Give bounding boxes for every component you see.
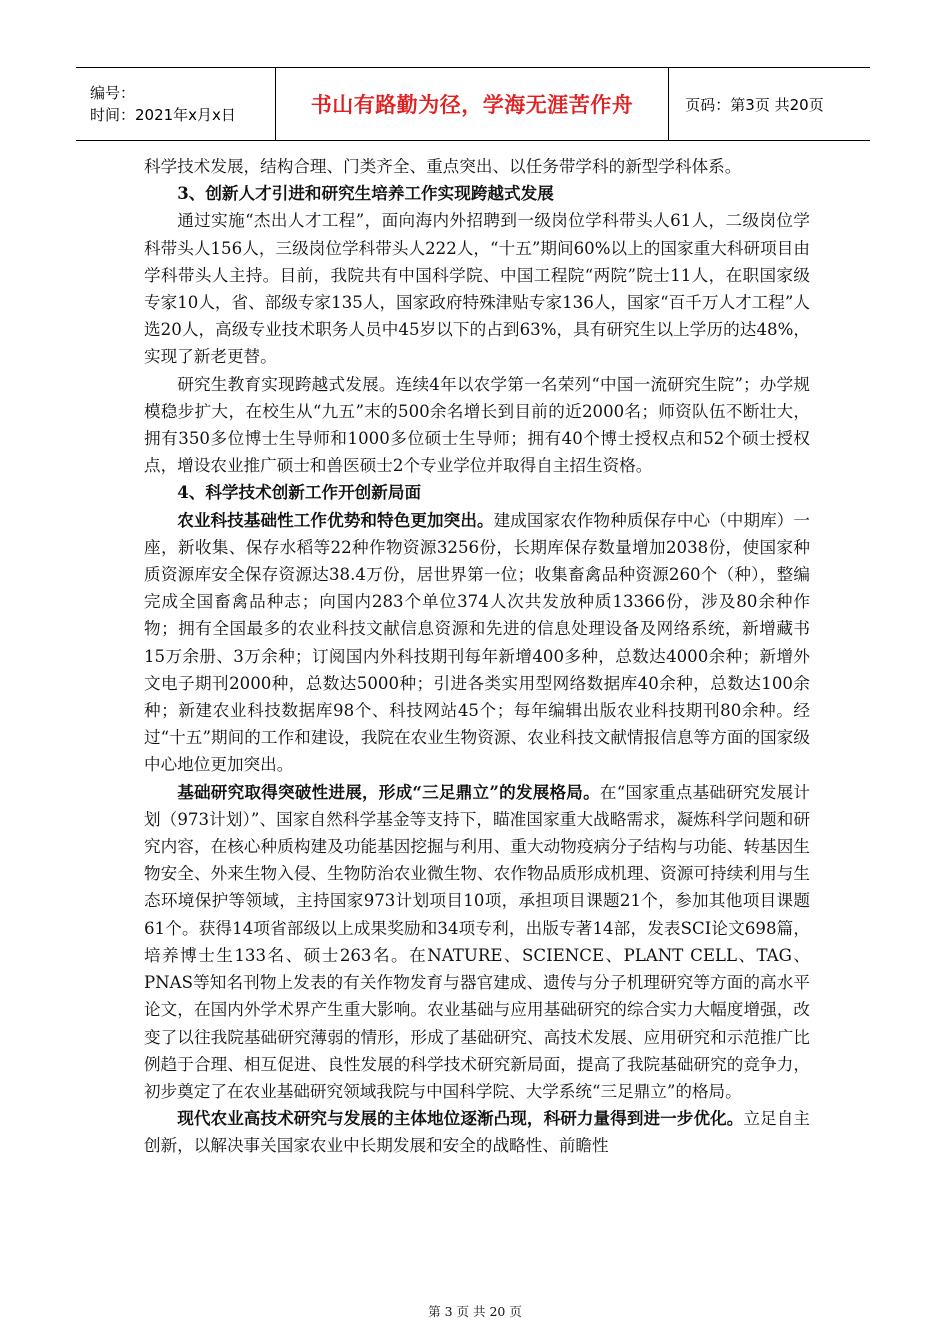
section-heading-3: 3、创新人才引进和研究生培养工作实现跨越式发展 <box>177 183 554 204</box>
paragraph-talent: 通过实施“杰出人才工程”，面向海内外招聘到一级岗位学科带头人61人，二级岗位学科带头人156人，三级岗位学科带头人222人，“十五”期间60%以上的国家重大科研项目由学科带头人主持。目前，我院共有中国科学院、中国工程院“两院”院士11人，在职国家级专家10人，省、部级专家135人，国家政府特殊津贴专家136人，国家“百千万人才工程”人选20人，高级专业技术职务人员中45岁以下的占到63%，具有研究生以上学历的达48%，实现了新老更替。 <box>144 211 810 367</box>
page-header <box>76 67 870 141</box>
section-heading-4: 4、科学技术创新工作开创新局面 <box>177 482 422 503</box>
paragraph-text: 立足自主创新，以解决事关国家农业中长期发展和安全的战略性、前瞻性 <box>144 1109 811 1156</box>
paragraph-lead: 农业科技基础性工作优势和特色更加突出。 <box>177 509 494 530</box>
paragraph-graduate: 研究生教育实现跨越式发展。连续4年以农学第一名荣列“中国一流研究生院”；办学规模稳步扩大，在校生从“九五”末的500余名增长到目前的近2000名；师资队伍不断壮大，拥有350多位博士生导师和1000多位硕士生导师；拥有40个博士授权点和52个硕士授权点，增设农业推广硕士和兽医硕士2个专业学位并取得自主招生资格。 <box>144 374 810 476</box>
paragraph-text: 在“国家重点基础研究发展计划（973计划）”、国家自然科学基金等支持下，瞄准国家重大战略需求，凝炼科学问题和研究内容，在核心种质构建及功能基因挖掘与利用、重大动物疫病分子结构与功能、转基因生物安全、外来生物入侵、生物防治农业微生物、农作物品质形成机理、资源可持续利用与生态环境保护等领域，主持国家973计划项目10项，承担项目课题21个，参加其他项目课题61个。获得14项省部级以上成果奖励和34项专利，出版专著14部，发表SCI论文698篇，培养博士生133名、硕士263名。在NATURE、SCIENCE、PLANT CELL、TAG、PNAS等知名刊物上发表的有关作物发育与器官建成、遗传与分子机理研究等方面的高水平论文，在国内外学术界产生重大影响。农业基础与应用基础研究的综合实力大幅度增强，改变了以往我院基础研究薄弱的情形，形成了基础研究、高技术发展、应用研究和示范推广比例趋于合理、相互促进、良性发展的科学技术研究新局面，提高了我院基础研究的竞争力，初步奠定了在农业基础研究领域我院与中国科学院、大学系统“三足鼎立”的格局。 <box>144 782 810 1101</box>
paragraph-lead: 基础研究取得突破性进展，形成“三足鼎立”的发展格局。 <box>177 781 600 802</box>
header-page-number: 页码：第3页 共20页 <box>685 95 824 114</box>
paragraph-high-tech <box>144 1105 810 1159</box>
paragraph-text: 建成国家农作物种质保存中心（中期库）一座，新收集、保存水稻等22种作物资源3256份，长期库保存数量增加2038份，使国家种质资源库安全保存资源达38.4万份，居世界第一位；收集畜禽品种资源260个（种），整编完成全国畜禽品种志；向国内283个单位374人次共发放种质13366份，涉及80余种作物；拥有全国最多的农业科技文献信息资源和先进的信息处理设备及网络系统，新增藏书15万余册、3万余种；订阅国内外科技期刊每年新增400多种，总数达4000余种；新增外文电子期刊2000种，总数达5000种；引进各类实用型网络数据库40余种，总数达100余种；新建农业科技数据库98个、科技网站45个；每年编辑出版农业科技期刊80余种。经过“十五”期间的工作和建设，我院在农业生物资源、农业科技文献情报信息等方面的国家级中心地位更加突出。 <box>144 510 810 775</box>
doc-time-label: 时间：2021年x月x日 <box>90 106 236 124</box>
header-motto: 书山有路勤为径，学海无涯苦作舟 <box>276 68 669 140</box>
paragraph-1: 科学技术发展，结构合理、门类齐全、重点突出、以任务带学科的新型学科体系。 <box>144 157 742 176</box>
paragraph-lead: 现代农业高技术研究与发展的主体地位逐渐凸现，科研力量得到进一步优化。 <box>177 1108 744 1129</box>
paragraph-basic-work <box>144 507 810 779</box>
document-body <box>144 153 810 1160</box>
header-meta <box>76 68 276 140</box>
paragraph-basic-research <box>144 779 810 1105</box>
doc-number-label: 编号： <box>90 84 136 102</box>
page-footer: 第 3 页 共 20 页 <box>428 1304 522 1319</box>
